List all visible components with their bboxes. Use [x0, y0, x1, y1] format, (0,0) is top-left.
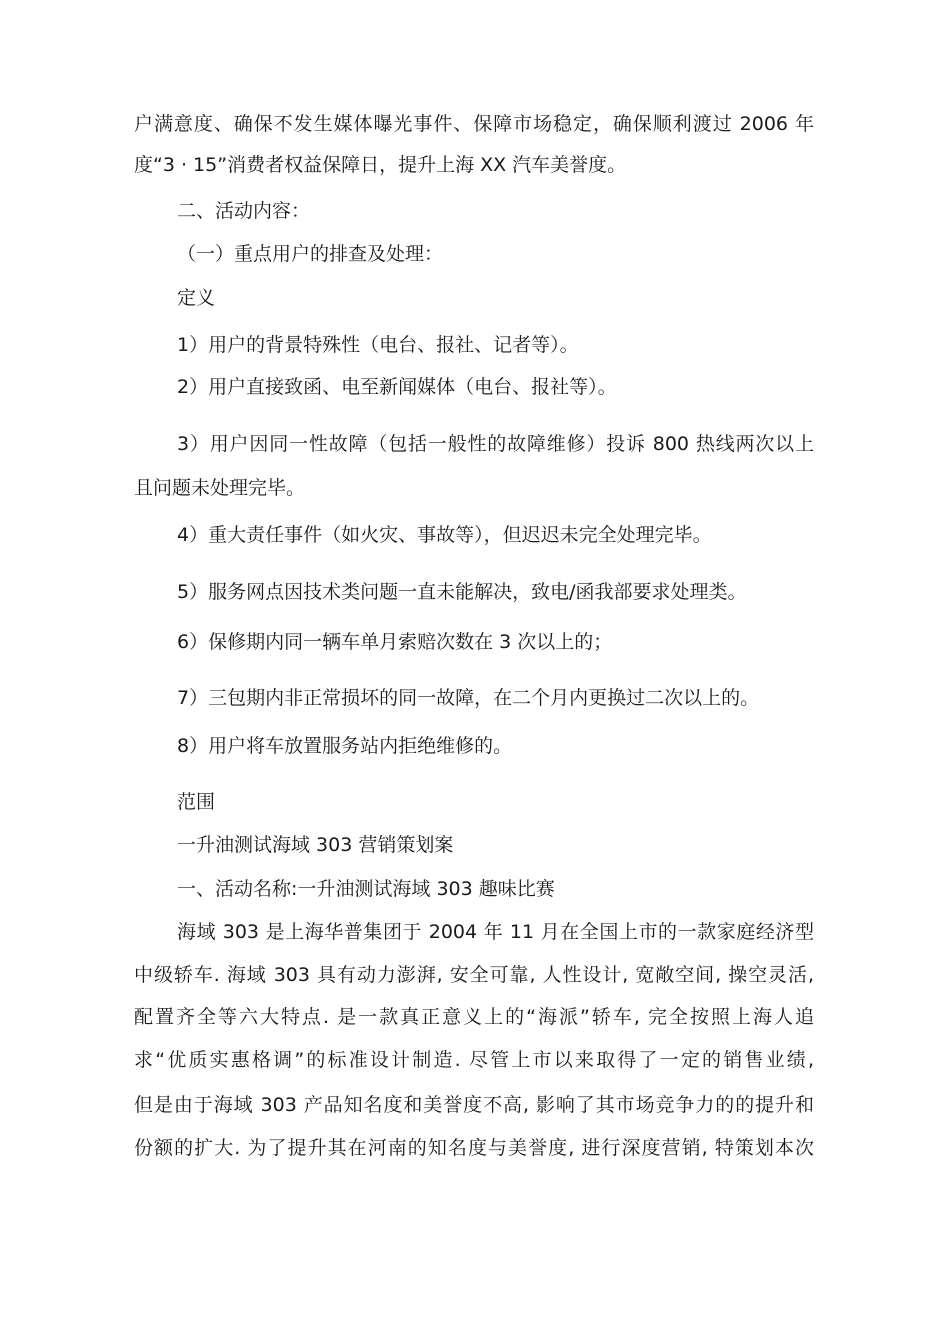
list-item-3-line-2: 且问题未处理完毕。	[134, 477, 306, 499]
body-line-3: 配置齐全等六大特点. 是一款真正意义上的“海派”轿车, 完全按照上海人追	[134, 1006, 814, 1028]
scope-heading: 范围	[177, 791, 216, 813]
plan-title: 一升油测试海域 303 营销策划案	[177, 834, 454, 856]
body-line-5: 但是由于海域 303 产品知名度和美誉度不高, 影响了其市场竞争力的的提升和	[134, 1094, 814, 1116]
body-line-4: 求“优质实惠格调”的标准设计制造. 尽管上市以来取得了一定的销售业绩,	[134, 1049, 814, 1071]
subsection-one-heading: （一）重点用户的排查及处理：	[177, 243, 444, 265]
section-two-heading: 二、活动内容：	[177, 200, 311, 222]
intro-line-2: 度“3 · 15”消费者权益保障日，提升上海 XX 汽车美誉度。	[134, 154, 627, 176]
list-item-8: 8）用户将车放置服务站内拒绝维修的。	[177, 735, 513, 757]
list-item-4: 4）重大责任事件（如火灾、事故等），但迟迟未完全处理完毕。	[177, 524, 712, 546]
list-item-1: 1）用户的背景特殊性（电台、报社、记者等）。	[177, 334, 579, 356]
body-line-1: 海域 303 是上海华普集团于 2004 年 11 月在全国上市的一款家庭经济型	[177, 921, 814, 943]
definition-heading: 定义	[177, 287, 216, 309]
body-line-2: 中级轿车. 海域 303 具有动力澎湃, 安全可靠, 人性设计, 宽敞空间, 操空灵活,	[134, 964, 814, 986]
body-line-6: 份额的扩大. 为了提升其在河南的知名度与美誉度, 进行深度营销, 特策划本次	[134, 1137, 814, 1159]
list-item-7: 7）三包期内非正常损坏的同一故障，在二个月内更换过二次以上的。	[177, 687, 760, 709]
activity-name: 一、活动名称:一升油测试海域 303 趣味比赛	[177, 878, 555, 900]
list-item-5: 5）服务网点因技术类问题一直未能解决，致电/函我部要求处理类。	[177, 581, 747, 603]
list-item-6: 6）保修期内同一辆车单月索赔次数在 3 次以上的；	[177, 631, 613, 653]
list-item-3-line-1: 3）用户因同一性故障（包括一般性的故障维修）投诉 800 热线两次以上	[177, 433, 814, 455]
intro-line-1: 户满意度、确保不发生媒体曝光事件、保障市场稳定，确保顺利渡过 2006 年	[134, 113, 814, 135]
list-item-2: 2）用户直接致函、电至新闻媒体（电台、报社等）。	[177, 376, 617, 398]
